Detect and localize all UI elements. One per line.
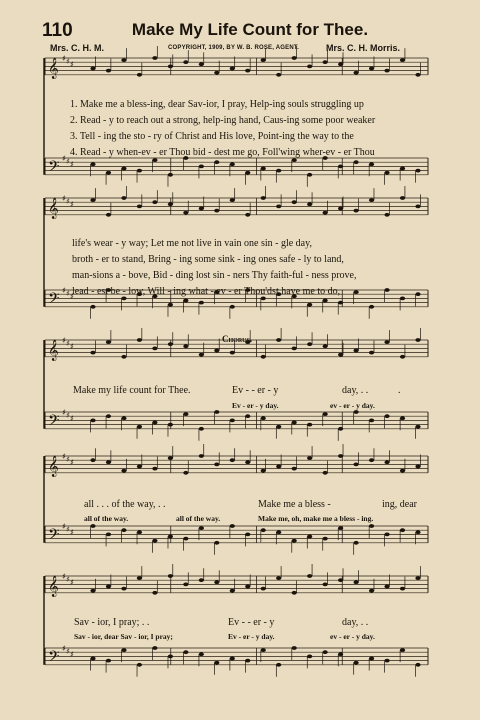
note-head <box>338 62 343 66</box>
note-head <box>400 416 405 420</box>
note-head <box>106 533 111 537</box>
note-head <box>415 73 420 77</box>
note-head <box>106 340 111 344</box>
note-head <box>323 211 328 215</box>
note-head <box>261 528 266 532</box>
note-head <box>183 583 188 587</box>
note-head <box>307 202 312 206</box>
note-head <box>137 425 142 429</box>
note-head <box>261 58 266 62</box>
sharp-icon: ♯ <box>70 160 74 169</box>
note-head <box>307 574 312 578</box>
note-head <box>384 460 389 464</box>
note-head <box>90 589 95 593</box>
chorus-echo: all of the way. <box>84 514 129 523</box>
chorus-lyric: Ev - - er - y <box>228 617 275 628</box>
note-head <box>137 73 142 77</box>
note-head <box>214 463 219 467</box>
note-head <box>106 69 111 73</box>
note-head <box>261 196 266 200</box>
note-head <box>199 165 204 169</box>
note-head <box>307 173 312 177</box>
sharp-icon: ♯ <box>62 194 66 203</box>
note-head <box>168 423 173 427</box>
note-head <box>338 652 343 656</box>
note-head <box>323 583 328 587</box>
note-head <box>338 454 343 458</box>
chorus-echo: all of the way. <box>176 514 221 523</box>
note-head <box>106 460 111 464</box>
note-head <box>338 427 343 431</box>
sharp-icon: ♯ <box>70 528 74 537</box>
note-head <box>292 421 297 425</box>
words-credit: Mrs. C. H. M. <box>50 43 105 53</box>
note-head <box>400 587 405 591</box>
note-head <box>90 419 95 423</box>
sharp-icon: ♯ <box>70 578 74 587</box>
note-head <box>276 465 281 469</box>
note-head <box>369 589 374 593</box>
chorus-echo: Ev - er - y day. <box>232 401 279 410</box>
note-head <box>307 65 312 69</box>
note-head <box>183 471 188 475</box>
treble-clef-icon: 𝄞 <box>48 575 59 597</box>
note-head <box>415 169 420 173</box>
note-head <box>121 416 126 420</box>
note-head <box>323 412 328 416</box>
sharp-icon: ♯ <box>66 411 70 420</box>
note-head <box>214 661 219 665</box>
chorus-lyric: Ev - - er - y <box>232 385 279 396</box>
note-head <box>183 650 188 654</box>
note-head <box>90 524 95 528</box>
note-head <box>261 355 266 359</box>
note-head <box>400 355 405 359</box>
sharp-icon: ♯ <box>62 336 66 345</box>
note-head <box>121 528 126 532</box>
note-head <box>307 423 312 427</box>
note-head <box>230 198 235 202</box>
sharp-icon: ♯ <box>70 200 74 209</box>
chorus-lyric: ing, dear <box>382 499 417 510</box>
note-head <box>307 456 312 460</box>
note-head <box>369 458 374 462</box>
note-head <box>121 469 126 473</box>
note-head <box>353 410 358 414</box>
note-head <box>261 416 266 420</box>
note-head <box>121 196 126 200</box>
note-head <box>353 71 358 75</box>
bass-clef-icon: 𝄢 <box>48 289 60 311</box>
note-head <box>384 585 389 589</box>
note-head <box>230 162 235 166</box>
note-head <box>183 344 188 348</box>
note-head <box>152 467 157 471</box>
note-head <box>121 355 126 359</box>
note-head <box>168 202 173 206</box>
hymn-title: Make My Life Count for Thee. <box>131 20 369 39</box>
note-head <box>384 69 389 73</box>
treble-clef-icon: 𝄞 <box>48 339 59 361</box>
sharp-icon: ♯ <box>70 342 74 351</box>
note-head <box>292 539 297 543</box>
chorus-lyric: Make my life count for Thee. <box>73 385 191 396</box>
note-head <box>168 456 173 460</box>
note-head <box>369 198 374 202</box>
note-head <box>121 587 126 591</box>
note-head <box>199 578 204 582</box>
note-head <box>292 646 297 650</box>
note-head <box>230 67 235 71</box>
note-head <box>323 60 328 64</box>
note-head <box>168 535 173 539</box>
note-head <box>415 663 420 667</box>
page-number: 110 <box>42 20 73 41</box>
note-head <box>230 589 235 593</box>
note-head <box>183 537 188 541</box>
note-head <box>353 661 358 665</box>
note-head <box>168 303 173 307</box>
note-head <box>230 657 235 661</box>
note-head <box>292 591 297 595</box>
note-head <box>214 580 219 584</box>
note-head <box>292 56 297 60</box>
chorus-lyric: all . . . of the way, . . <box>84 499 166 510</box>
sharp-icon: ♯ <box>66 197 70 206</box>
note-head <box>276 169 281 173</box>
chorus-echo: ev - er - y day. <box>330 632 375 641</box>
note-head <box>90 657 95 661</box>
note-head <box>292 200 297 204</box>
sharp-icon: ♯ <box>62 286 66 295</box>
sharp-icon: ♯ <box>70 292 74 301</box>
note-head <box>353 463 358 467</box>
note-head <box>307 342 312 346</box>
sharp-icon: ♯ <box>62 452 66 461</box>
note-head <box>137 205 142 209</box>
note-head <box>353 580 358 584</box>
note-head <box>214 541 219 545</box>
verse-line: 2. Read - y to reach out a strong, help-ing hand, Caus-ing some poor weaker <box>70 115 376 126</box>
note-head <box>400 167 405 171</box>
note-head <box>323 537 328 541</box>
chorus-lyric: Make me a bless - <box>258 499 331 510</box>
note-head <box>338 165 343 169</box>
note-head <box>106 659 111 663</box>
note-head <box>307 303 312 307</box>
note-head <box>168 574 173 578</box>
note-head <box>90 351 95 355</box>
note-head <box>199 427 204 431</box>
note-head <box>323 471 328 475</box>
bass-clef-icon: 𝄢 <box>48 411 60 433</box>
note-head <box>152 347 157 351</box>
note-head <box>183 412 188 416</box>
chorus-echo: Ev - er - y day. <box>228 632 275 641</box>
treble-clef-icon: 𝄞 <box>48 455 59 477</box>
note-head <box>245 659 250 663</box>
verse-line: 1. Make me a bless-ing, dear Sav-ior, I pray, Help-ing souls struggling up <box>70 99 364 110</box>
verse-line: 3. Tell - ing the sto - ry of Christ and His love, Point-ing the way to the <box>70 131 354 142</box>
note-head <box>230 524 235 528</box>
chorus-echo: ev - er - y day. <box>330 401 375 410</box>
note-head <box>307 535 312 539</box>
note-head <box>168 342 173 346</box>
bass-clef-icon: 𝄢 <box>48 157 60 179</box>
sharp-icon: ♯ <box>70 458 74 467</box>
note-head <box>276 338 281 342</box>
note-head <box>137 663 142 667</box>
note-head <box>106 213 111 217</box>
note-head <box>292 467 297 471</box>
note-head <box>369 67 374 71</box>
note-head <box>152 421 157 425</box>
note-head <box>106 171 111 175</box>
note-head <box>152 591 157 595</box>
note-head <box>152 56 157 60</box>
note-head <box>168 65 173 69</box>
note-head <box>276 73 281 77</box>
bass-clef-icon: 𝄢 <box>48 525 60 547</box>
note-head <box>230 419 235 423</box>
verse-block-2 <box>72 236 432 300</box>
note-head <box>415 205 420 209</box>
verse-line: life's wear - y way; Let me not live in vain one sin - gle day, <box>72 238 312 249</box>
note-head <box>400 469 405 473</box>
note-head <box>276 663 281 667</box>
note-head <box>214 410 219 414</box>
note-head <box>415 465 420 469</box>
note-head <box>137 465 142 469</box>
note-head <box>183 60 188 64</box>
note-head <box>90 162 95 166</box>
verse-block-1 <box>70 97 430 161</box>
note-head <box>168 173 173 177</box>
note-head <box>230 458 235 462</box>
note-head <box>90 458 95 462</box>
note-head <box>137 169 142 173</box>
note-head <box>245 533 250 537</box>
note-head <box>415 425 420 429</box>
note-head <box>369 162 374 166</box>
chorus-label: Chorus. <box>222 334 253 344</box>
note-head <box>400 196 405 200</box>
note-head <box>323 650 328 654</box>
sharp-icon: ♯ <box>66 289 70 298</box>
note-head <box>121 58 126 62</box>
note-head <box>384 171 389 175</box>
note-head <box>261 167 266 171</box>
note-head <box>90 198 95 202</box>
note-head <box>384 533 389 537</box>
chorus-echo: Make me, oh, make me a bless - ing. <box>258 514 374 523</box>
note-head <box>106 414 111 418</box>
note-head <box>230 305 235 309</box>
note-head <box>199 62 204 66</box>
note-head <box>338 353 343 357</box>
chorus-lyric: . <box>398 385 401 396</box>
note-head <box>199 652 204 656</box>
note-head <box>276 530 281 534</box>
sharp-icon: ♯ <box>66 455 70 464</box>
note-head <box>199 353 204 357</box>
note-head <box>384 414 389 418</box>
note-head <box>323 344 328 348</box>
note-head <box>338 301 343 305</box>
note-head <box>245 460 250 464</box>
verse-line: 4. Read - y when-ev - er Thou bid - dest me go, Foll'wing wher-ev - er Thou <box>70 147 375 158</box>
note-head <box>90 67 95 71</box>
verse-line: lead - est be - low, Will - ing what - ev - er Thou'dst have me to do, <box>72 286 341 297</box>
note-head <box>214 349 219 353</box>
note-head <box>137 576 142 580</box>
note-head <box>106 585 111 589</box>
sharp-icon: ♯ <box>66 525 70 534</box>
note-head <box>121 167 126 171</box>
note-head <box>152 539 157 543</box>
note-head <box>90 305 95 309</box>
verse-line: broth - er to stand, Bring - ing some sink - ing ones safe - ly to land, <box>72 254 344 265</box>
note-head <box>137 530 142 534</box>
note-head <box>369 657 374 661</box>
note-head <box>353 541 358 545</box>
sharp-icon: ♯ <box>62 408 66 417</box>
note-head <box>214 209 219 213</box>
note-head <box>338 526 343 530</box>
sharp-icon: ♯ <box>62 154 66 163</box>
note-head <box>369 419 374 423</box>
note-head <box>415 530 420 534</box>
note-head <box>199 526 204 530</box>
note-head <box>261 587 266 591</box>
note-head <box>353 209 358 213</box>
note-head <box>415 576 420 580</box>
note-head <box>276 205 281 209</box>
sharp-icon: ♯ <box>66 339 70 348</box>
sharp-icon: ♯ <box>62 572 66 581</box>
sharp-icon: ♯ <box>70 650 74 659</box>
note-head <box>199 301 204 305</box>
sharp-icon: ♯ <box>70 414 74 423</box>
note-head <box>400 648 405 652</box>
note-head <box>245 171 250 175</box>
treble-clef-icon: 𝄞 <box>48 197 59 219</box>
copyright-notice: COPYRIGHT, 1909, BY W. B. ROSE, AGENT. <box>168 45 299 51</box>
note-head <box>199 454 204 458</box>
treble-clef-icon: 𝄞 <box>48 57 59 79</box>
note-head <box>400 528 405 532</box>
note-head <box>307 655 312 659</box>
note-head <box>168 655 173 659</box>
sharp-icon: ♯ <box>70 60 74 69</box>
sharp-icon: ♯ <box>62 54 66 63</box>
note-head <box>152 200 157 204</box>
note-head <box>199 207 204 211</box>
note-head <box>230 351 235 355</box>
note-head <box>369 305 374 309</box>
chorus-lyric: day, . . <box>342 385 369 396</box>
sharp-icon: ♯ <box>66 647 70 656</box>
note-head <box>214 71 219 75</box>
note-head <box>121 648 126 652</box>
note-head <box>292 347 297 351</box>
sharp-icon: ♯ <box>66 157 70 166</box>
note-head <box>369 524 374 528</box>
note-head <box>245 414 250 418</box>
note-head <box>245 213 250 217</box>
note-head <box>261 469 266 473</box>
sharp-icon: ♯ <box>66 57 70 66</box>
note-head <box>261 648 266 652</box>
note-head <box>183 211 188 215</box>
note-head <box>400 58 405 62</box>
sharp-icon: ♯ <box>62 644 66 653</box>
note-head <box>137 338 142 342</box>
note-head <box>276 576 281 580</box>
note-head <box>369 351 374 355</box>
music-credit: Mrs. C. H. Morris. <box>326 43 401 53</box>
note-head <box>276 425 281 429</box>
sharp-icon: ♯ <box>66 575 70 584</box>
chorus-lyric: Sav - ior, I pray; . . <box>74 617 150 628</box>
note-head <box>384 213 389 217</box>
note-head <box>338 207 343 211</box>
note-head <box>384 659 389 663</box>
note-head <box>353 349 358 353</box>
verse-line: man-sions a - bove, Bid - ding lost sin - ners Thy faith-ful - ness prove, <box>72 270 357 281</box>
sharp-icon: ♯ <box>62 522 66 531</box>
note-head <box>338 578 343 582</box>
note-head <box>152 646 157 650</box>
note-head <box>245 585 250 589</box>
note-head <box>384 340 389 344</box>
note-head <box>415 338 420 342</box>
chorus-echo: Sav - ior, dear Sav - ior, I pray; <box>74 632 173 641</box>
note-head <box>245 69 250 73</box>
bass-clef-icon: 𝄢 <box>48 647 60 669</box>
chorus-lyric: day, . . <box>342 617 369 628</box>
